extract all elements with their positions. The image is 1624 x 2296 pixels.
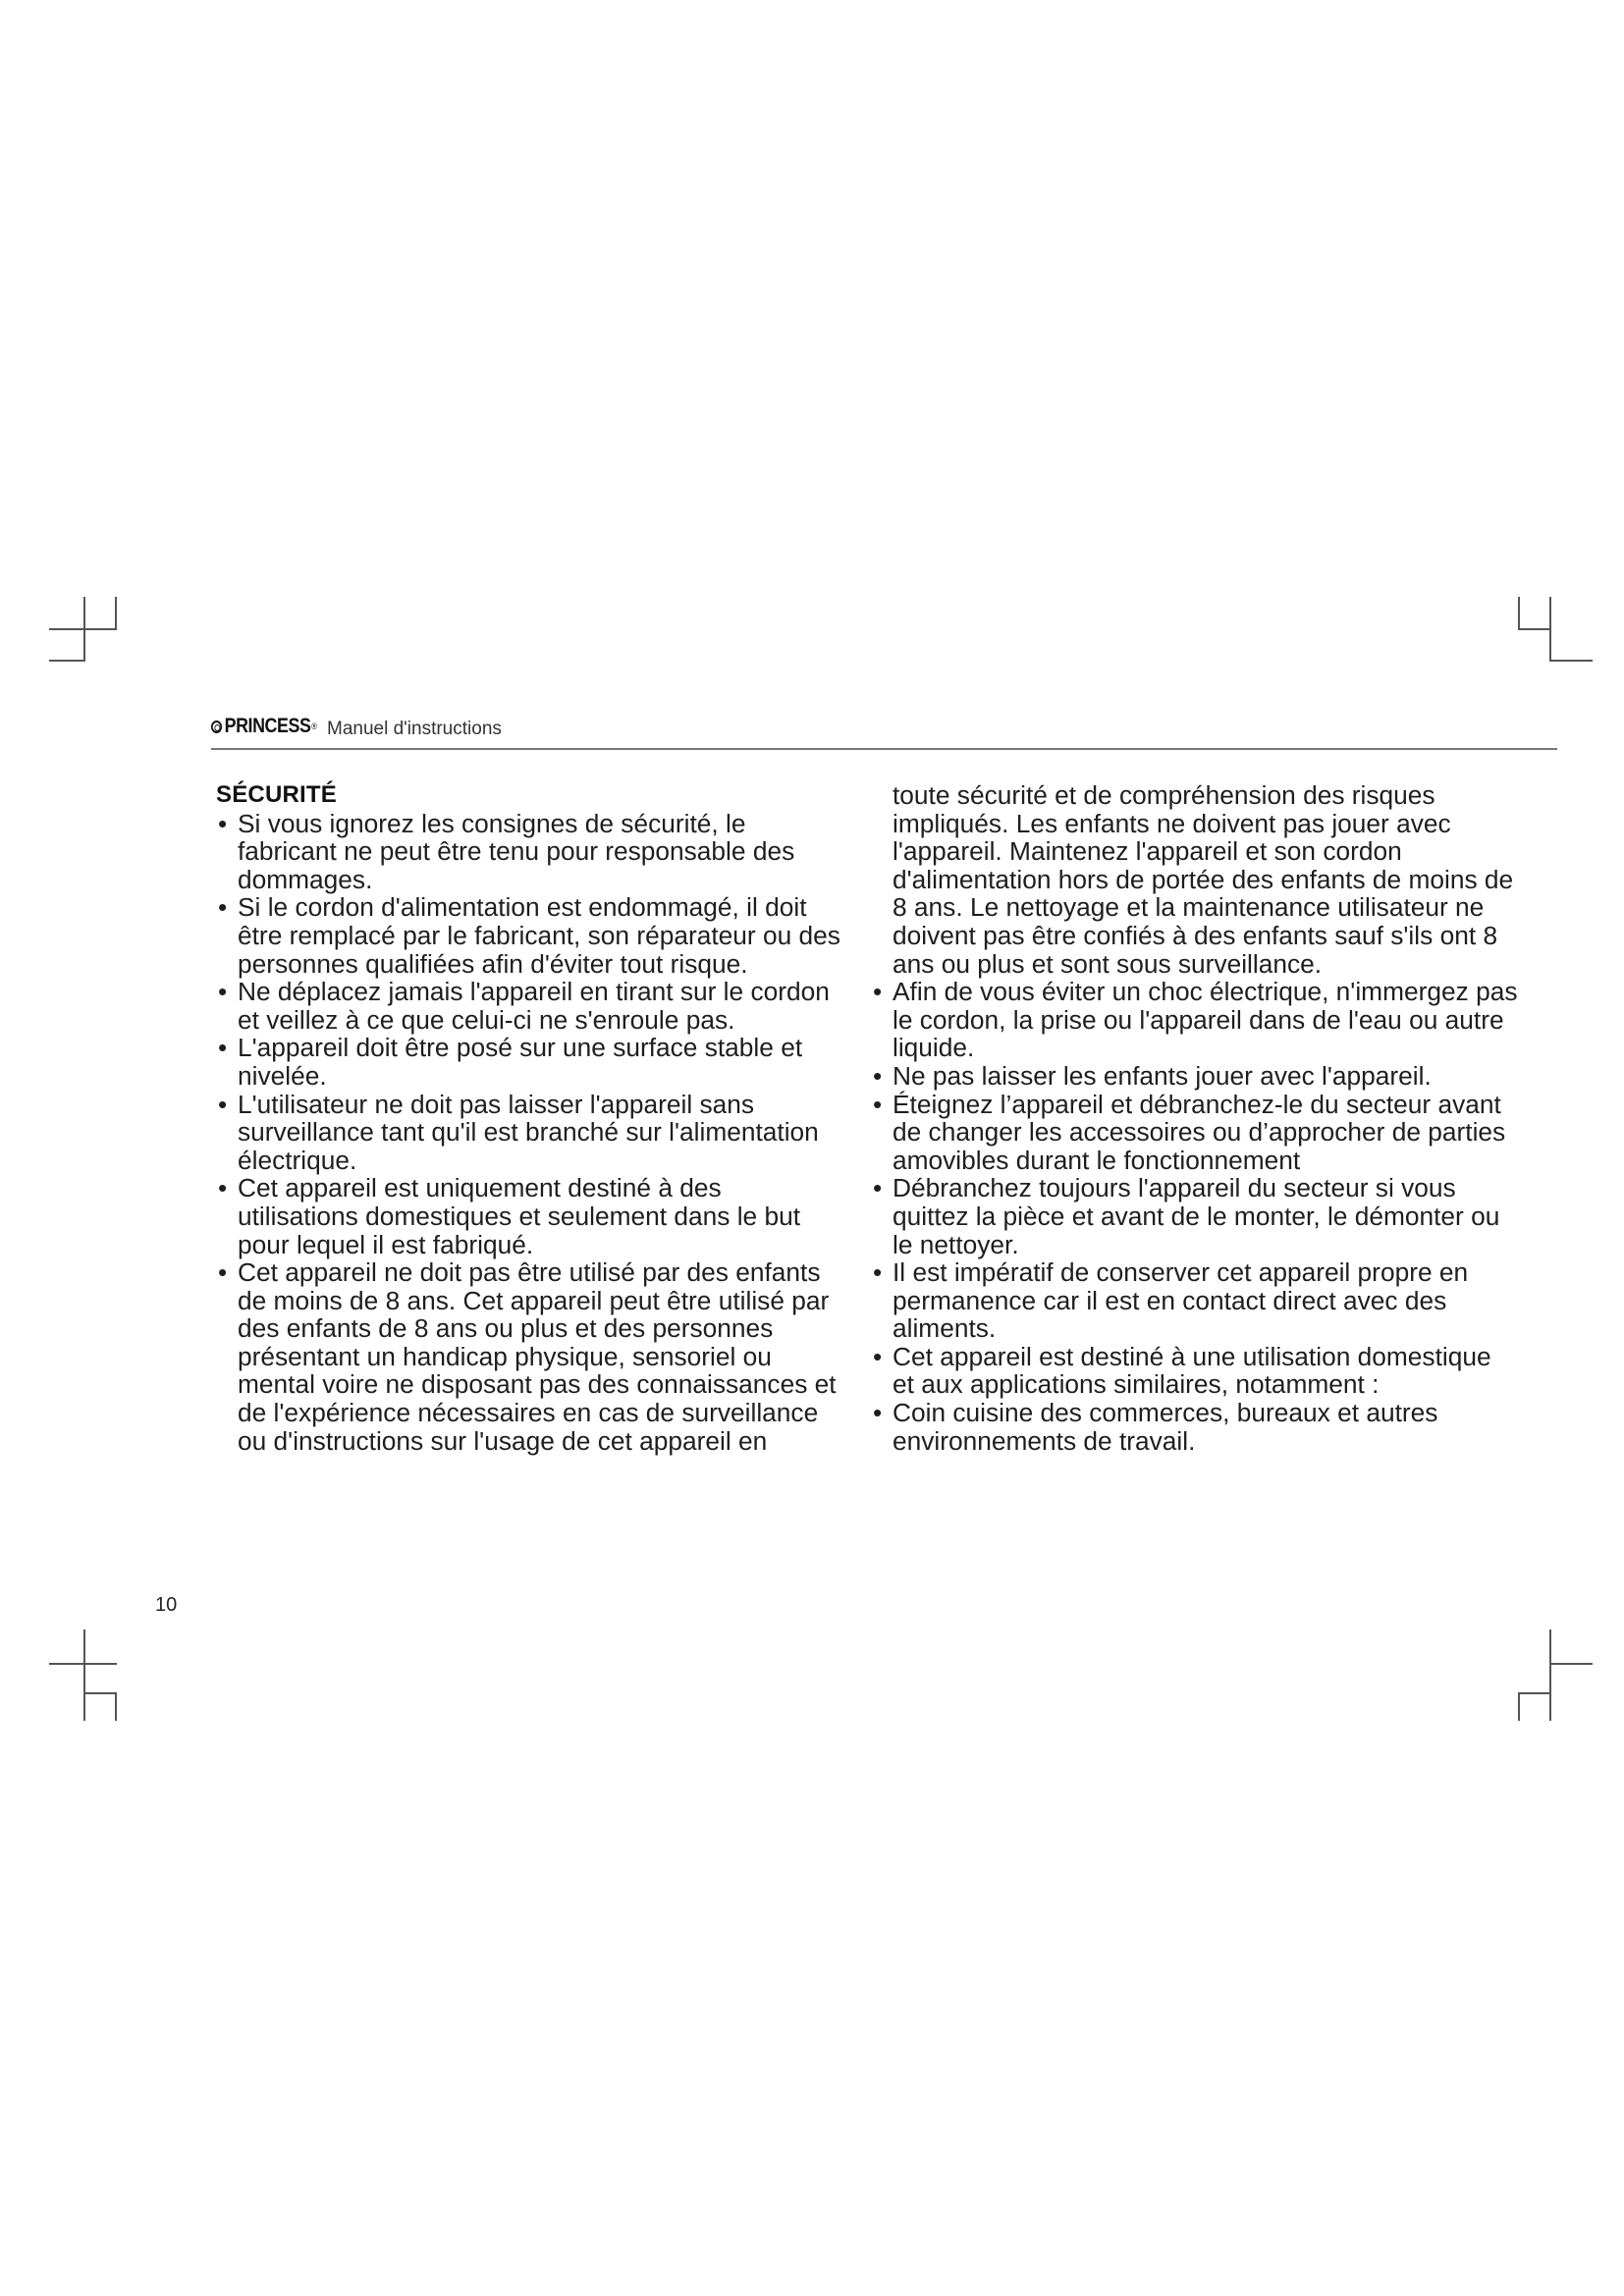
list-item: • Débranchez toujours l'appareil du secteur si vous quittez la pièce et avant de le monter, le démonter ou le nettoyer. [871,1174,1519,1258]
crop-mark-top-left-horizontal [49,628,117,630]
list-item: • Ne pas laisser les enfants jouer avec l'appareil. [871,1062,1519,1091]
left-column [216,781,844,1455]
crop-mark-bottom-right-vertical [1549,1629,1551,1721]
crop-mark-top-right-vertical [1518,597,1520,628]
crop-mark-bottom-right-horizontal [1549,1663,1593,1665]
brand-name: PRINCESS [224,715,311,737]
crop-mark-bottom-left-vertical [83,1629,85,1721]
list-item: • L'appareil doit être posé sur une surface stable et nivelée. [216,1034,844,1090]
crop-mark-top-left-horizontal-2 [49,660,85,662]
list-item: • Si vous ignorez les consignes de sécurité, le fabricant ne peut être tenu pour responsable des dommages. [216,810,844,894]
list-item: • Afin de vous éviter un choc électrique, n'immergez pas le cordon, la prise ou l'appareil dans de l'eau ou autre liquide. [871,978,1519,1062]
crop-mark-top-right-horizontal-2 [1549,660,1593,662]
page-header [211,711,1557,750]
crop-mark-bottom-right-horizontal-2 [1518,1692,1551,1694]
safety-list-right [871,978,1519,1455]
brand-trademark: ® [311,721,317,731]
crop-mark-top-left-vertical-2 [115,597,117,628]
safety-list-left [216,810,844,1456]
manual-subtitle: Manuel d'instructions [327,719,502,739]
section-title: SÉCURITÉ [216,781,337,808]
brand-logo [211,715,317,738]
list-item: • Cet appareil ne doit pas être utilisé par des enfants de moins de 8 ans. Cet appareil peut être utilisé par des enfants de 8 ans ou plus et des personnes présentant un handicap physique, sensoriel ou mental voire ne disposant pas des connaissances et de l'expérience nécessaires en cas de surveillance ou d'instructions sur l'usage de cet appareil en [216,1258,844,1455]
crop-mark-bottom-left-horizontal-2 [83,1692,117,1694]
crop-mark-top-right-horizontal [1518,628,1551,630]
list-item: • Il est impératif de conserver cet appareil propre en permanence car il est en contact direct avec des aliments. [871,1258,1519,1343]
list-item: • Cet appareil est uniquement destiné à des utilisations domestiques et seulement dans le but pour lequel il est fabriqué. [216,1174,844,1258]
list-item: • Éteignez l’appareil et débranchez-le du secteur avant de changer les accessoires ou d’approcher de parties amovibles durant le fonctionnement [871,1091,1519,1175]
list-item: • Cet appareil est destiné à une utilisation domestique et aux applications similaires, notamment : [871,1343,1519,1399]
list-item: • Si le cordon d'alimentation est endommagé, il doit être remplacé par le fabricant, son réparateur ou des personnes qualifiées afin d'éviter tout risque. [216,893,844,978]
page-number: 10 [155,1594,178,1616]
princess-crown-icon [211,721,222,733]
list-item: • Coin cuisine des commerces, bureaux et autres environnements de travail. [871,1399,1519,1455]
list-item: • Ne déplacez jamais l'appareil en tirant sur le cordon et veillez à ce que celui-ci ne s'enroule pas. [216,978,844,1034]
crop-mark-bottom-left-vertical-2 [115,1692,117,1721]
crop-mark-bottom-right-vertical-2 [1518,1692,1520,1721]
list-item: • L'utilisateur ne doit pas laisser l'appareil sans surveillance tant qu'il est branché sur l'alimentation électrique. [216,1091,844,1175]
continued-paragraph: toute sécurité et de compréhension des risques impliqués. Les enfants ne doivent pas jouer avec l'appareil. Maintenez l'appareil et son cordon d'alimentation hors de portée des enfants de moins de 8 ans. Le nettoyage et la maintenance utilisateur ne doivent pas être confiés à des enfants sauf s'ils ont 8 ans ou plus et sont sous surveillance. [893,780,1514,979]
right-column [871,781,1519,1455]
